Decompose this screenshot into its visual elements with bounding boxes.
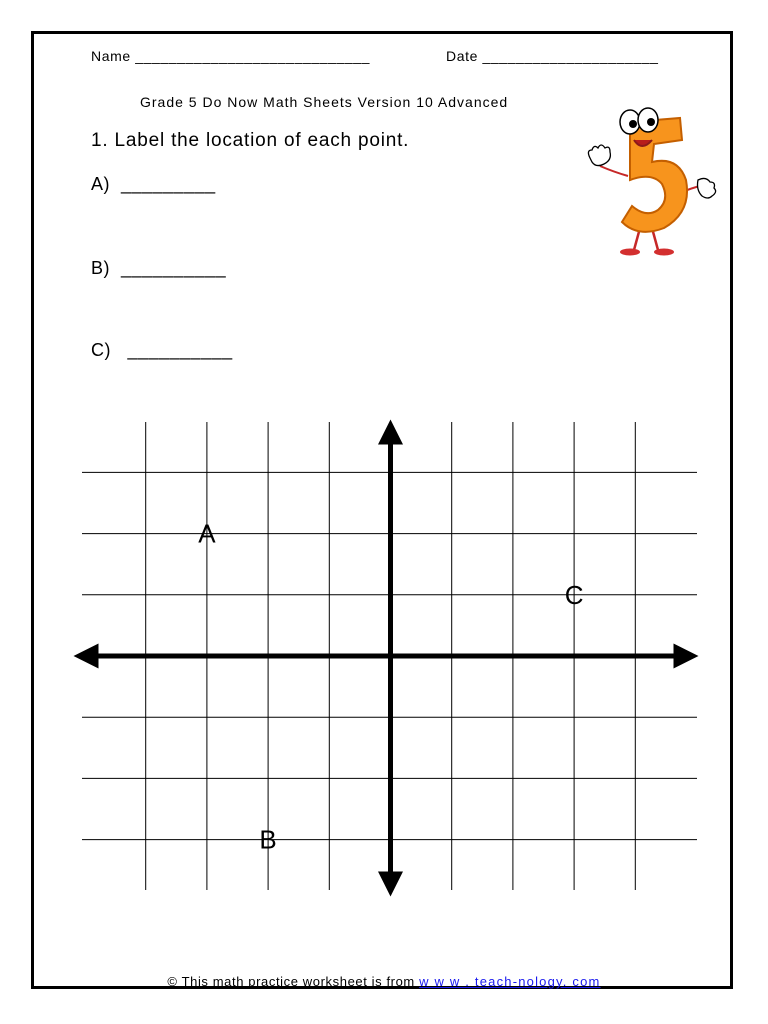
question-text: 1. Label the location of each point. (91, 130, 410, 151)
point-label-a: A (198, 518, 216, 549)
answer-line-b[interactable]: B) __________ (91, 258, 227, 278)
footer-text: © This math practice worksheet is from (167, 974, 420, 989)
answer-line-a[interactable]: A) _________ (91, 174, 216, 194)
date-field-line[interactable]: Date _____________________ (446, 48, 659, 64)
axes (86, 432, 686, 884)
teach-nology-link[interactable]: w w w . teach-nology. com (419, 974, 601, 989)
point-label-c: C (564, 579, 584, 610)
point-label-b: B (259, 824, 277, 855)
answer-line-c[interactable]: C) __________ (91, 340, 233, 360)
name-field-line[interactable]: Name ____________________________ (91, 48, 371, 64)
coordinate-grid (70, 412, 710, 900)
number-five-mascot-icon (578, 100, 720, 262)
sheet-title: Grade 5 Do Now Math Sheets Version 10 Advanced (140, 94, 509, 110)
footer (0, 974, 768, 989)
